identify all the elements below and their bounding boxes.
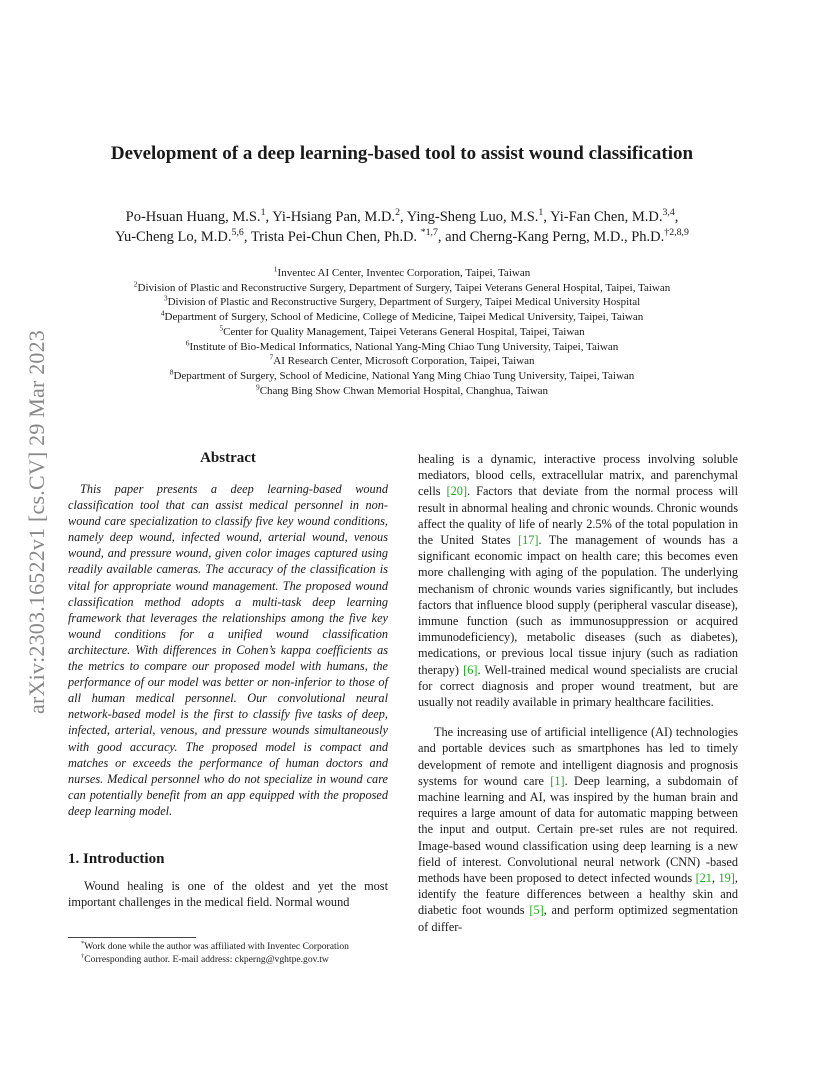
author-name: Ying-Sheng Luo, M.S. xyxy=(406,209,539,225)
author-name: Po-Hsuan Huang, M.S. xyxy=(125,209,261,225)
text-run: , and perform optimized segmentation of differ- xyxy=(418,903,738,934)
citation-link: [6] xyxy=(463,662,478,677)
author-affiliation-marker: †2,8,9 xyxy=(664,227,689,239)
text-run: . Deep learning, a subdomain of machine learning and AI, was inspired by the human brain and requires a large amount of data for automatic mapping between the input and output. Certain pre-set rules are not required. Image-based wound classification using deep learning is a new field of interest. Convolutional neural network (CNN) -based methods have been proposed to detect infected wounds xyxy=(418,773,738,886)
author-line-1 xyxy=(60,207,744,227)
arxiv-identifier: arXiv:2303.16522v1 [cs.CV] 29 Mar 2023 xyxy=(24,330,49,714)
author-affiliation-marker: *1,7 xyxy=(420,227,438,239)
introduction-heading: 1. Introduction xyxy=(68,850,165,867)
author-name: Cherng-Kang Perng, M.D., Ph.D. xyxy=(469,229,665,245)
author-separator: , xyxy=(543,209,551,225)
text-run: The increasing use of artificial intelligence (AI) technologies and portable devices such as smartphones has led to timely development of remote and intelligent diagnosis and prognosis systems for wound care xyxy=(418,725,738,788)
affiliation-text: Institute of Bio-Medical Informatics, National Yang-Ming Chiao Tung University, Taipei, Taiwan xyxy=(189,340,619,353)
footnote xyxy=(68,941,388,954)
author-affiliation-marker: 1 xyxy=(260,207,266,219)
affiliation-text: Chang Bing Show Chwan Memorial Hospital, Changhua, Taiwan xyxy=(259,384,549,397)
affiliation-marker: 9 xyxy=(255,381,260,391)
citation-link: [20] xyxy=(446,484,468,499)
author-line-2 xyxy=(60,227,744,247)
affiliation-text: AI Research Center, Microsoft Corporation, Taipei, Taiwan xyxy=(273,355,535,368)
author-affiliation-marker: 3,4 xyxy=(662,207,675,219)
affiliation-marker: 1 xyxy=(273,264,278,274)
author-affiliation-marker: 5,6 xyxy=(231,227,244,239)
author-name: Trista Pei-Chun Chen, Ph.D. xyxy=(250,229,421,245)
affiliation-marker: 5 xyxy=(219,323,224,333)
author-affiliation-marker: 2 xyxy=(395,207,400,219)
author-separator: , xyxy=(399,209,407,225)
abstract-heading: Abstract xyxy=(200,450,256,466)
affiliation-text: Inventec AI Center, Inventec Corporation, Taipei, Taiwan xyxy=(277,267,531,279)
affiliation-line xyxy=(0,337,804,355)
introduction-paragraph: Wound healing is one of the oldest and yet the most important challenges in the medical field. Normal wound xyxy=(68,878,388,910)
left-column xyxy=(68,450,388,910)
affiliation-line xyxy=(0,281,804,296)
footnote-rule xyxy=(68,937,196,938)
author-separator: , xyxy=(674,209,679,225)
affiliation-line xyxy=(0,369,804,384)
author-affiliation-marker: 1 xyxy=(538,207,544,219)
footnote-text: Work done while the author was affiliated with Inventec Corporation xyxy=(84,941,349,952)
text-run: . Factors that deviate from the normal process will result in abnormal healing and chronic wounds. Chronic wounds affect the quality of life of nearly 2.5% of the total population in the United States xyxy=(418,484,739,548)
affiliation-line xyxy=(0,310,804,325)
footnote-marker: † xyxy=(81,952,85,960)
author-name: Yi-Hsiang Pan, M.D. xyxy=(272,209,396,225)
text-run: healing is a dynamic, interactive process involving soluble mediators, blood cells, extracellular matrix, and parenchymal cells xyxy=(418,452,738,499)
affiliation-marker: 7 xyxy=(269,352,274,362)
affiliation-marker: 6 xyxy=(185,337,190,347)
text-run: . The management of wounds has a significant economic impact on health care; this becomes even more challenging with aging of the population. The underlying mechanism of chronic wounds varies significantly, but includes factors that influence blood supply (peripheral vascular disease), immune function (such as immunosuppression or acquired immunodeficiency), metabolic diseases (such as diabetes), medications, or previous local tissue injury (such as radiation therapy) xyxy=(418,533,738,677)
right-column xyxy=(418,451,738,935)
text-run: , xyxy=(711,871,719,886)
footnote-marker: * xyxy=(81,939,85,947)
affiliation-text: Center for Quality Management, Taipei Veterans General Hospital, Taipei, Taiwan xyxy=(223,325,585,338)
citation-link: [1] xyxy=(550,773,565,788)
body-paragraph-1 xyxy=(418,451,738,710)
affiliation-marker: 4 xyxy=(160,308,165,318)
affiliation-text: Division of Plastic and Reconstructive Surgery, Department of Surgery, Taipei Medical University Hospital xyxy=(167,296,641,309)
citation-link: [5] xyxy=(529,903,544,918)
affiliation-line xyxy=(0,381,804,399)
affiliation-line xyxy=(0,266,804,281)
text-run: . Well-trained medical wound specialists are crucial for correct diagnosis and proper wound treatment, but are usually not readily available in primary healthcare facilities. xyxy=(418,662,738,710)
citation-link: 19] xyxy=(718,871,735,886)
author-separator: , xyxy=(243,229,251,245)
affiliation-line xyxy=(0,325,804,340)
author-name: Yu-Cheng Lo, M.D. xyxy=(115,229,232,245)
citation-link: [17] xyxy=(518,533,539,548)
footnote-list xyxy=(68,941,388,967)
author-name: Yi-Fan Chen, M.D. xyxy=(550,209,663,225)
affiliation-text: Department of Surgery, School of Medicine, National Yang Ming Chiao Tung University, Taipei, Taiwan xyxy=(173,369,635,382)
footnotes xyxy=(68,937,388,967)
abstract-text: This paper presents a deep learning-based wound classification tool that can assist medical personnel in non-wound care specialization to classify five key wound conditions, namely deep wound, infected wound, arterial wound, venous wound, and pressure wound, given color images captured using readily available cameras. The accuracy of the classification is vital for appropriate wound management. The proposed wound classification method adopts a multi-task deep learning framework that leverages the relationships among the five key wound conditions for a unified wound classification architecture. With differences in Cohen’s kappa coefficients as the metrics to compare our proposed model with humans, the performance of our model was better or non-inferior to those of all human medical personnel. Our convolutional neural network-based model is the first to classify five tasks of deep, infected, arterial, venous, and pressure wounds simultaneously with good accuracy. The proposed model is compact and matches or exceeds the performance of human doctors and nurses. Medical personnel who do not specialize in wound care can potentially benefit from an app equipped with the proposed deep learning model. xyxy=(68,482,388,818)
text-run: , identify the feature differences between a healthy skin and diabetic foot wounds xyxy=(418,871,738,918)
author-separator: , and xyxy=(437,229,470,245)
author-list xyxy=(60,207,744,247)
body-paragraph-2 xyxy=(418,724,738,935)
affiliation-text: Division of Plastic and Reconstructive Surgery, Department of Surgery, Taipei Veterans General Hospital, Taipei, Taiwan xyxy=(137,281,671,294)
citation-link: [21 xyxy=(695,871,712,886)
footnote xyxy=(68,954,388,967)
affiliation-list xyxy=(0,266,804,398)
affiliation-line xyxy=(0,354,804,369)
affiliation-marker: 8 xyxy=(169,367,174,377)
affiliation-marker: 3 xyxy=(163,293,168,303)
affiliation-marker: 2 xyxy=(133,279,138,289)
affiliation-text: Department of Surgery, School of Medicine, College of Medicine, Taipei Medical University, Taipei, Taiwan xyxy=(164,311,644,324)
footnote-text: Corresponding author. E-mail address: ckperng@vghtpe.gov.tw xyxy=(84,953,329,965)
affiliation-line xyxy=(0,295,804,310)
paper-title: Development of a deep learning-based tool to assist wound classification xyxy=(110,143,694,164)
author-separator: , xyxy=(265,209,273,225)
